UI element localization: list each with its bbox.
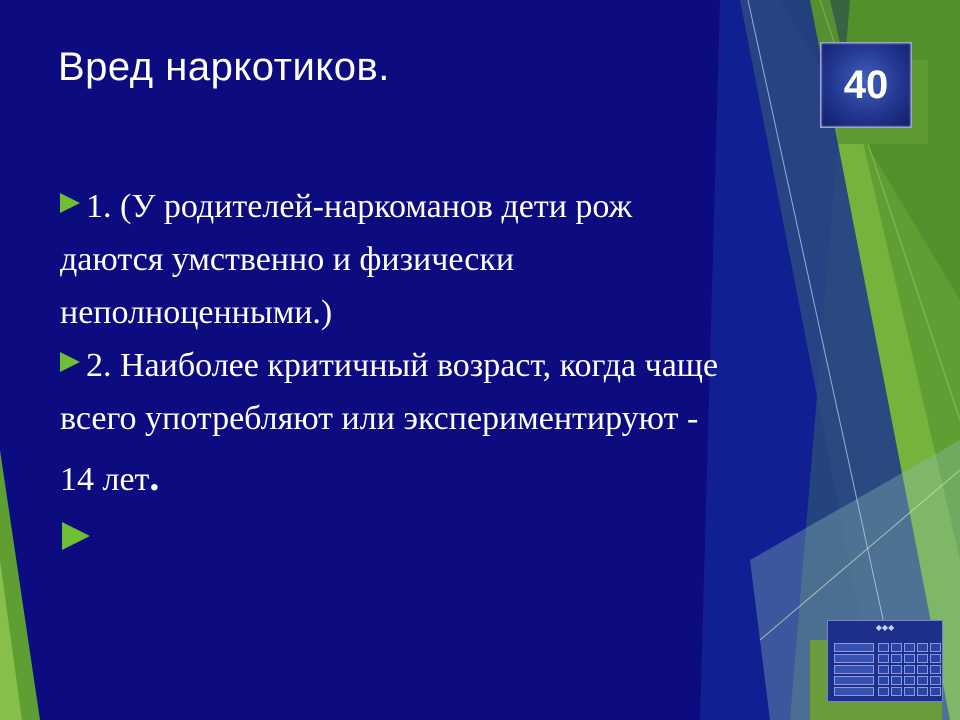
thumbnail-cell: [904, 643, 915, 652]
thumbnail-cell: [891, 643, 902, 652]
bullet-list: [60, 180, 860, 515]
thumbnail-cell: [891, 665, 902, 674]
thumbnail-cell: [917, 643, 928, 652]
thumbnail-cell: [930, 665, 941, 674]
thumbnail-cell: [930, 687, 941, 696]
slide-title: Вред наркотиков.: [58, 45, 390, 89]
bullet-2-period: .: [149, 454, 160, 499]
bullet-item-1: [60, 180, 860, 339]
empty-bullet-arrow-icon: [62, 522, 90, 550]
thumbnail-cell: [878, 643, 889, 652]
thumbnail-cell: [891, 687, 902, 696]
bullet-1-line-3: неполноценными.): [60, 294, 333, 331]
score-box: [820, 42, 912, 128]
thumbnail-cell: [917, 665, 928, 674]
thumbnail-cell: [878, 687, 889, 696]
thumbnail-cell: [917, 676, 928, 685]
thumbnail-cell: [930, 676, 941, 685]
thumbnail-cell: [878, 665, 889, 674]
bullet-2-line-1: 2. Наиболее критичный возраст, когда чаще: [86, 347, 719, 384]
bullet-1-line-1: 1. (У родителей-наркоманов дети рож: [86, 188, 633, 225]
thumbnail-cell: [904, 676, 915, 685]
bullet-item-2: [60, 339, 860, 515]
thumbnail-cell: [917, 654, 928, 663]
thumbnail-cell: [930, 654, 941, 663]
bullet-2-line-3: 14 лет: [60, 461, 150, 498]
thumbnail-cell: [878, 676, 889, 685]
thumbnail-cell: [904, 687, 915, 696]
thumbnail-cell: [891, 654, 902, 663]
thumbnail-category: [834, 665, 874, 674]
game-board-thumbnail-link[interactable]: [827, 620, 943, 702]
thumbnail-category: [834, 654, 874, 663]
bullet-arrow-icon: [60, 352, 80, 372]
bullet-2-line-2: всего употребляют или экспериментируют -: [60, 400, 699, 437]
thumbnail-cell: [904, 654, 915, 663]
thumbnail-category: [834, 676, 874, 685]
bullet-1-line-2: даются умственно и физически: [60, 241, 515, 278]
thumbnail-category: [834, 687, 874, 696]
thumbnail-cell: [891, 676, 902, 685]
thumbnail-cell: [904, 665, 915, 674]
thumbnail-cell: [878, 654, 889, 663]
bullet-arrow-icon: [60, 193, 80, 213]
thumbnail-cell: [930, 643, 941, 652]
thumbnail-category: [834, 643, 874, 652]
thumbnail-logo: ◆◆◆: [875, 623, 895, 632]
score-value: 40: [843, 62, 889, 107]
thumbnail-cell: [917, 687, 928, 696]
